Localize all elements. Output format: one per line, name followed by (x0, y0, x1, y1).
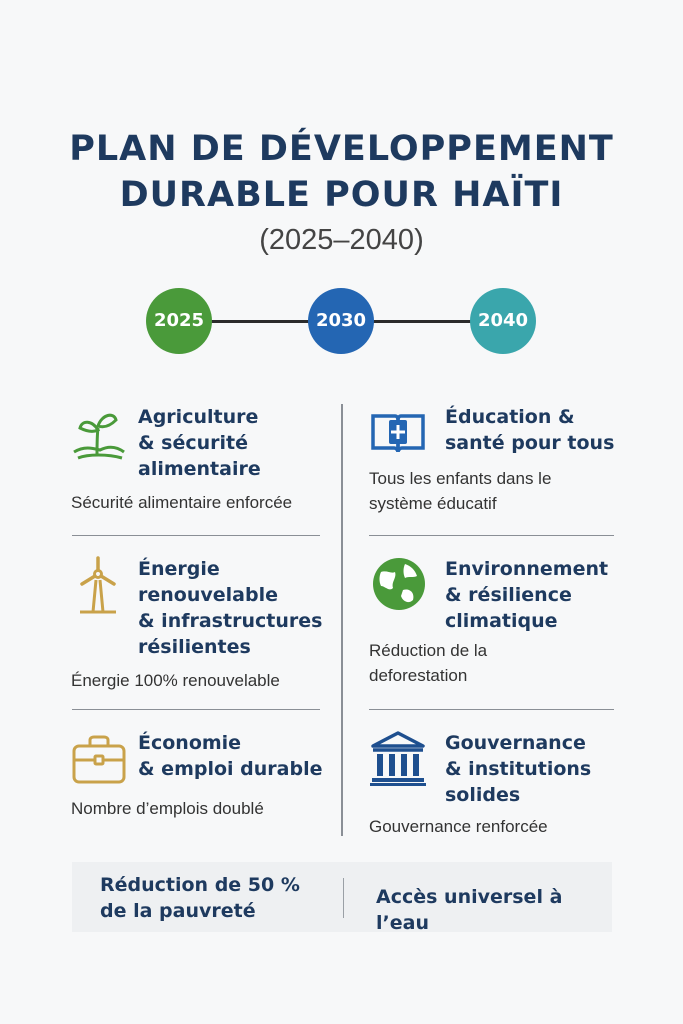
pillar-title: Agriculture & sécurité alimentaire (138, 406, 261, 480)
pillar-title: Économie & emploi durable (138, 732, 323, 780)
book-icon (369, 406, 427, 464)
column-divider (341, 404, 343, 836)
pillar-description: Nombre d’emplois doublé (71, 799, 264, 818)
pillar-description: Gouvernance renforcée (369, 817, 548, 836)
goal-water-access: Accès universel à l’eau (376, 886, 563, 934)
title-line-1: PLAN DE DÉVELOPPEMENT (69, 129, 614, 169)
pillar-title: Environnement & résilience climatique (445, 558, 609, 632)
pillar-environment (369, 556, 629, 696)
globe-icon (369, 556, 427, 614)
row-divider (72, 535, 320, 536)
title-line-2: DURABLE POUR HAÏTI (119, 175, 564, 215)
wind-turbine-icon (70, 556, 128, 614)
timeline-dot-2025: 2025 (146, 288, 212, 354)
pillar-description: Énergie 100% renouvelable (71, 671, 280, 690)
pillar-title: Énergie renouvelable & infrastructures résilientes (138, 558, 323, 658)
pillar-title: Gouvernance & institutions solides (445, 732, 592, 806)
pillar-economy (70, 730, 330, 830)
footer-divider (343, 878, 344, 918)
sprout-icon (70, 406, 128, 464)
row-divider (369, 535, 614, 536)
briefcase-icon (70, 730, 128, 788)
row-divider (72, 709, 320, 710)
timeline-dot-2040: 2040 (470, 288, 536, 354)
pillar-description: Réduction de la deforestation (369, 641, 488, 685)
pillar-description: Tous les enfants dans le système éducatif (369, 469, 552, 513)
institution-icon (369, 730, 427, 788)
pillar-description: Sécurité alimentaire enforcée (71, 493, 293, 512)
pillar-agriculture (70, 406, 330, 516)
pillar-governance (369, 730, 629, 840)
goals-footer (72, 862, 612, 932)
goal-poverty-reduction: Réduction de 50 % de la pauvreté (100, 874, 300, 922)
page-subtitle: (2025–2040) (259, 224, 424, 256)
pillar-energy (70, 556, 335, 696)
page-title (0, 126, 683, 218)
pillar-title: Éducation & santé pour tous (445, 406, 615, 454)
pillar-education (369, 406, 629, 516)
timeline (146, 288, 536, 354)
row-divider (369, 709, 614, 710)
timeline-dot-2030: 2030 (308, 288, 374, 354)
